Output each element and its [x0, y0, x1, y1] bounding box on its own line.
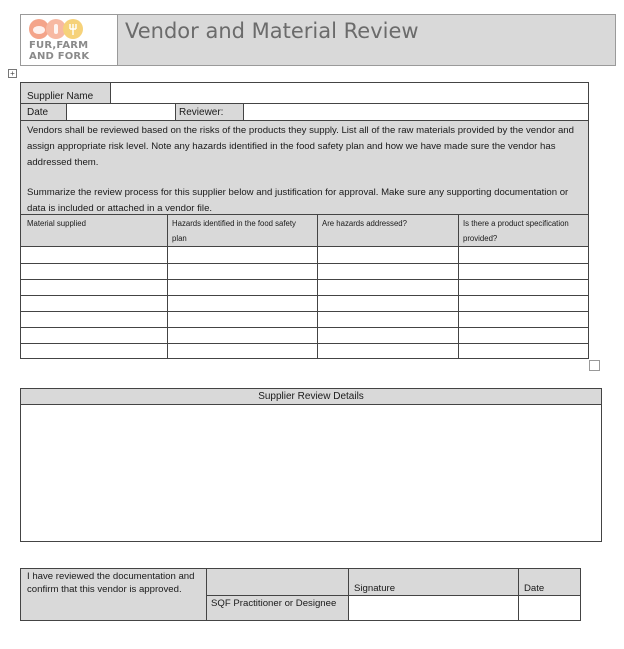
page-title: Vendor and Material Review	[125, 19, 419, 43]
signature-date-field[interactable]	[521, 597, 578, 618]
logo	[21, 15, 118, 65]
signature-field[interactable]	[351, 597, 515, 618]
instructions	[27, 123, 583, 217]
supplier-name-label: Supplier Name	[27, 91, 94, 102]
date-field[interactable]	[71, 105, 171, 119]
column-header-addressed: Are hazards addressed?	[322, 219, 407, 228]
fork-icon	[63, 19, 83, 39]
table-row[interactable]	[21, 264, 588, 279]
role-label: SQF Practitioner or Designee	[211, 598, 337, 609]
logo-text-line-2: AND FORK	[29, 51, 90, 62]
logo-text-line-1: FUR,FARM	[29, 40, 89, 51]
supplier-name-field[interactable]	[116, 86, 582, 101]
column-header-specification: Is there a product specification provided?	[463, 219, 569, 243]
date-label: Date	[524, 583, 545, 594]
table-row[interactable]	[21, 280, 588, 295]
table-row[interactable]	[21, 296, 588, 311]
table-row[interactable]	[21, 312, 588, 327]
column-header-hazards: Hazards identified in the food safety plan	[172, 219, 296, 243]
approval-table	[20, 568, 581, 621]
supplier-table	[20, 82, 589, 359]
instructions-paragraph-1: Vendors shall be reviewed based on the risks of the products they supply. List all of the raw materials provided by the vendor and assign appropriate risk level. Note any hazards identified in the food safety plan and how we have made sure the vendor has addressed them.	[27, 125, 574, 168]
instructions-paragraph-2: Summarize the review process for this supplier below and justification for approval. Make sure any supporting documentation or data is included or attached in a vendor file.	[27, 187, 569, 214]
review-details-header: Supplier Review Details	[21, 389, 601, 405]
review-details-body[interactable]	[25, 409, 597, 537]
approval-statement: I have reviewed the documentation and confirm that this vendor is approved.	[27, 571, 195, 595]
table-resize-handle[interactable]	[589, 360, 600, 371]
table-row[interactable]	[21, 328, 588, 343]
document-header	[20, 14, 616, 66]
reviewer-label: Reviewer:	[179, 107, 224, 118]
column-header-material: Material supplied	[27, 219, 86, 228]
reviewer-field[interactable]	[248, 105, 584, 119]
signature-label: Signature	[354, 583, 396, 594]
review-details-box	[20, 388, 602, 542]
logo-text	[29, 40, 109, 62]
table-move-handle-icon[interactable]: +	[8, 69, 17, 78]
logo-icons	[29, 19, 89, 39]
table-row[interactable]	[21, 344, 588, 358]
table-row[interactable]	[21, 247, 588, 263]
date-label: Date	[27, 107, 49, 118]
